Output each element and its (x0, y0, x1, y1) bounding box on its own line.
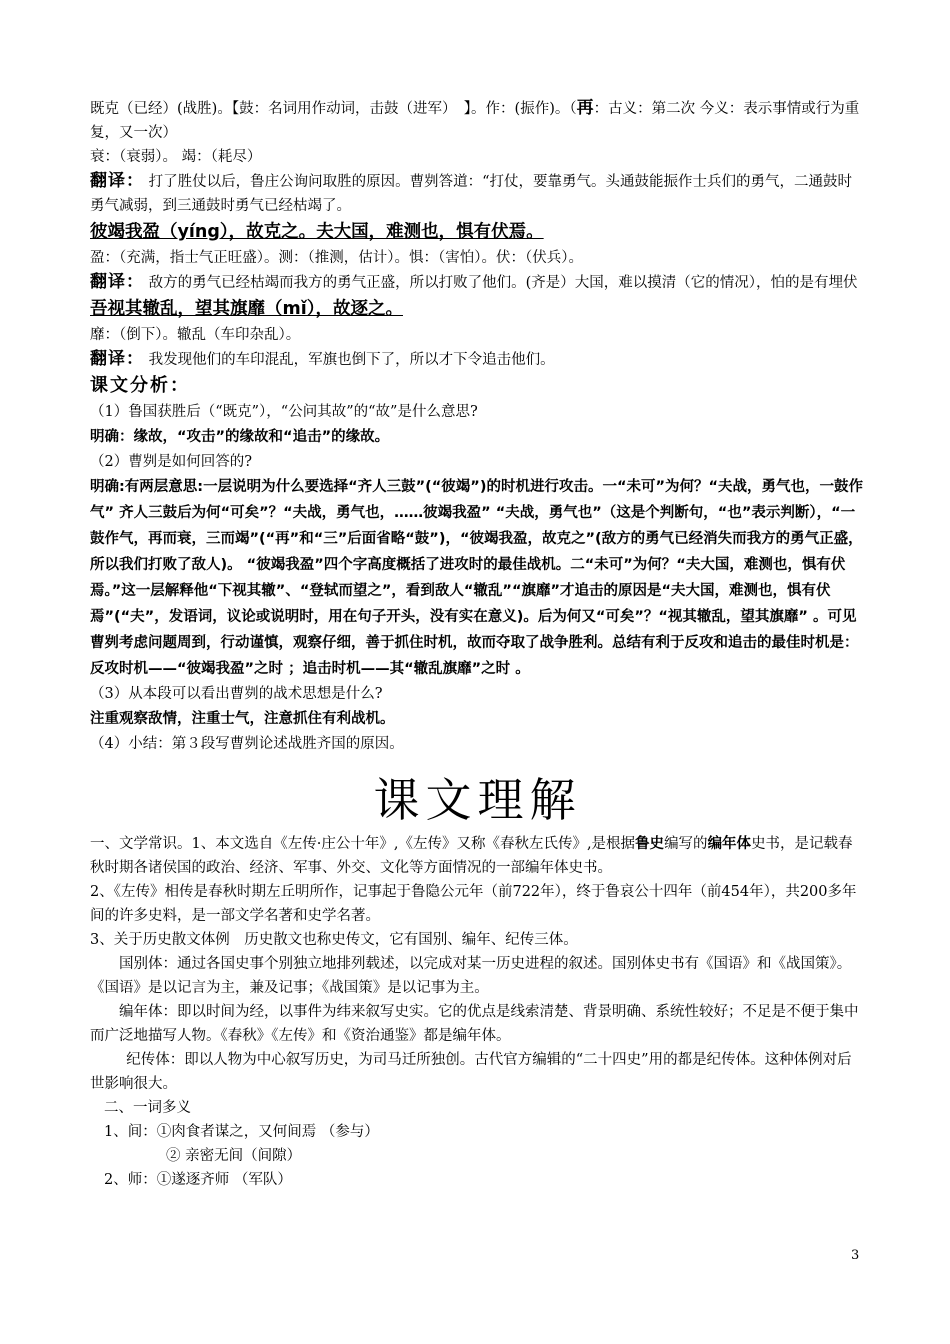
analysis-question-2: （2）曹刿是如何回答的? (90, 454, 252, 470)
translation-1 (90, 169, 865, 218)
analysis-answer-2: 明确:有两层意思:一层说明为什么要选择“齐人三鼓”(“彼竭”)的时机进行攻击。一“未可”为何？“夫战，勇气也，一鼓作气” 齐人三鼓后为何“可矣”？“夫战，勇气也，……彼竭我盈” “夫战，勇气也”（这是个判断句，“也”表示判断），“一鼓作气，再而衰，三而竭”(“再”和“三”后面省略“鼓”)，“彼竭我盈，故克之”(敌方的勇气已经消失而我方的勇气正盛，所以我们打败了敌人)。 “彼竭我盈”四个字高度概括了进攻时的最佳战机。二“未可”为何？“夫大国，难测也，惧有伏焉。”这一层解释他“下视其辙”、“登轼而望之”，看到敌人“辙乱”“旗靡”才追击的原因是“夫大国，难测也，惧有伏焉”(“夫”，发语词，议论或说明时，用在句子开头，没有实在意义)。后为何又“可矣”？“视其辙乱，望其旗靡” 。可见曹刿考虑问题周到，行动谨慎，观察仔细，善于抓住时机，故而夺取了战争胜利。总结有利于反攻和追击的最佳时机是：反攻时机——“彼竭我盈”之时 ；追击时机——其“辙乱旗靡”之时 。 (90, 479, 864, 677)
translation-2 (90, 270, 865, 295)
analysis-question-1: （1）鲁国获胜后（“既克”），“公问其故”的“故”是什么意思? (90, 404, 478, 420)
translation-text: 我发现他们的车印混乱，军旗也倒下了，所以才下令追击他们。 (144, 352, 555, 368)
quote-line-3: 吾视其辙乱，望其旗靡（mǐ），故逐之。 (90, 299, 403, 319)
zai-character: 再 (576, 98, 594, 118)
document-page (90, 96, 865, 1192)
guobie-paragraph: 国别体：通过各国史事个别独立地排列载述，以完成对某一历史进程的叙述。国别体史书有《国语》和《战国策》。《国语》是以记言为主，兼及记事；《战国策》是以记事为主。 (90, 956, 852, 996)
polysemy-item-jian: 1、间：①肉食者谋之，又何间焉 （参与） (104, 1124, 379, 1140)
translation-label: 翻译： (90, 272, 144, 292)
analysis-answer-3: 注重观察敌情，注重士气，注意抓住有利战机。 (90, 711, 395, 727)
polysemy-heading: 二、一词多义 (104, 1100, 191, 1116)
paragraph-text: 史书，是记载春秋时期各诸侯国的政治、经济、军事、外交、文化等方面情况的一部编年体史书。 (90, 836, 853, 876)
paragraph-text: 编写的 (664, 836, 708, 852)
literature-paragraph-2: 2、《左传》相传是春秋时期左丘明所作，记事起于鲁隐公元年（前722年），终于鲁哀公十四年（前454年），共200多年间的许多史料，是一部文学名著和史学名著。 (90, 884, 857, 924)
literature-paragraph-1 (90, 832, 865, 880)
page-number: 3 (851, 1248, 860, 1263)
lu-shi-term: 鲁史 (635, 836, 665, 852)
literature-paragraph-3: 3、关于历史散文体例 历史散文也称史传文，它有国别、编年、纪传三体。 (90, 932, 578, 948)
translation-label: 翻译： (90, 171, 144, 191)
understanding-title: 课文理解 (373, 773, 582, 827)
translation-text: 打了胜仗以后，鲁庄公询问取胜的原因。曹刿答道：“打仗，要靠勇气。头通鼓能振作士兵们的勇气，二通鼓时勇气减弱，到三通鼓时勇气已经枯竭了。 (90, 174, 853, 214)
paragraph-text: 一、文学常识。1、本文选自《左传·庄公十年》,《左传》又称《春秋左氏传》,是根据 (90, 836, 636, 852)
analysis-summary: （4）小结：第３段写曹刿论述战胜齐国的原因。 (90, 736, 404, 752)
biannian-term: 编年体 (707, 836, 752, 852)
polysemy-item-shi: 2、师：①遂逐齐师 （军队） (104, 1172, 292, 1188)
notes-text: 既克（已经）(战胜)。【鼓：名词用作动词，击鼓（进军） 】。作：(振作)。（ (90, 101, 577, 117)
translation-3 (90, 347, 865, 372)
analysis-heading: 课文分析： (90, 375, 190, 396)
biannian-paragraph: 编年体：即以时间为经，以事件为纬来叙写史实。它的优点是线索清楚、背景明确、系统性较好；不足是不便于集中而广泛地描写人物。《春秋》《左传》和《资治通鉴》都是编年体。 (90, 1004, 859, 1044)
notes-line-2: 盈：（充满，指士气正旺盛）。测：（推测，估计）。惧：（害怕）。伏：（伏兵）。 (90, 250, 583, 266)
notes-line-3: 靡：（倒下）。辙乱（车印杂乱）。 (90, 327, 301, 343)
quote-line-2: 彼竭我盈（yíng），故克之。夫大国，难测也，惧有伏焉。 (90, 222, 544, 242)
notes-text-end: ：古义：第二次 今义：表示事情或行为重复，又一次） (90, 101, 860, 141)
translation-label: 翻译： (90, 349, 144, 369)
analysis-question-3: （3）从本段可以看出曹刿的战术思想是什么? (90, 686, 383, 702)
translation-text: 敌方的勇气已经枯竭而我方的勇气正盛，所以打败了他们。(齐是）大国，难以摸清（它的情况），怕的是有埋伏 (144, 275, 858, 291)
polysemy-item-jian-2: ② 亲密无间（间隙） (166, 1148, 302, 1164)
jizhuan-paragraph: 纪传体：即以人物为中心叙写历史，为司马迁所独创。古代官方编辑的“二十四史”用的都是纪传体。这种体例对后世影响很大。 (90, 1052, 852, 1092)
notes-paragraph-2: 衰：（衰弱）。 竭：（耗尽） (90, 149, 262, 165)
analysis-answer-1: 明确：缘故，“攻击”的缘故和“追击”的缘故。 (90, 429, 390, 445)
notes-paragraph-1 (90, 96, 865, 145)
